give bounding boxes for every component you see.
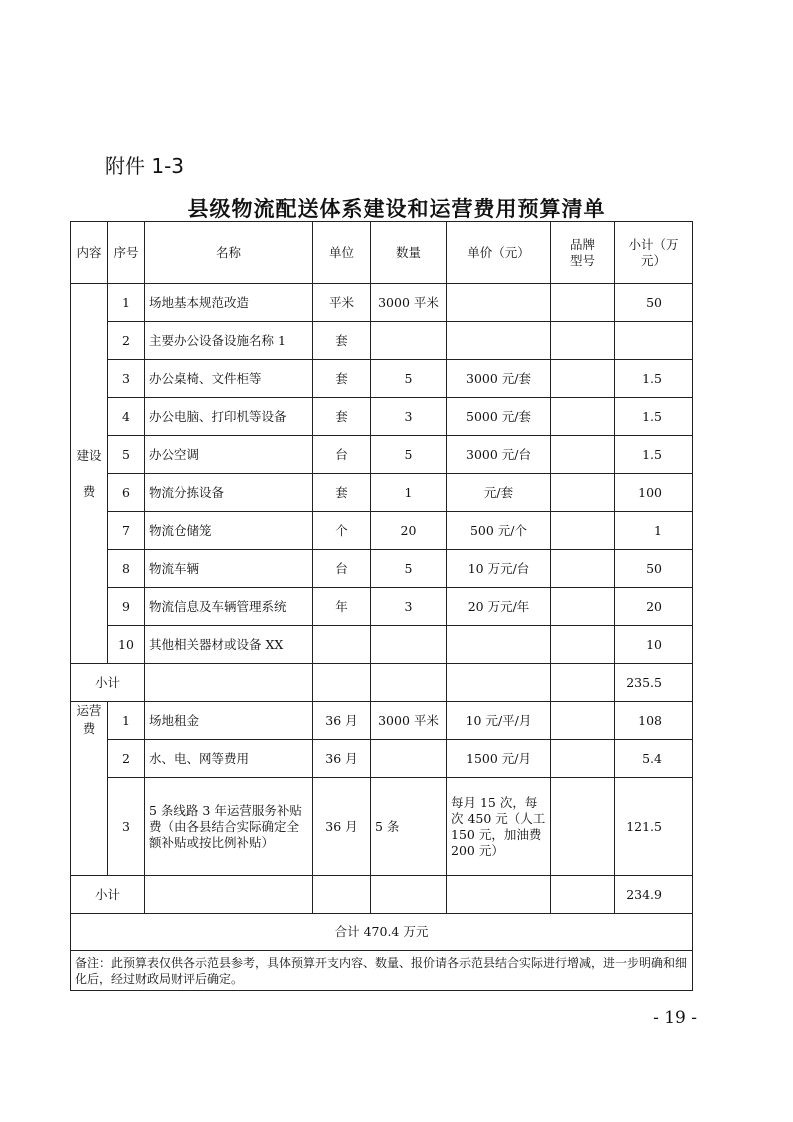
row-unit: 套 bbox=[313, 398, 371, 436]
row-brand bbox=[551, 740, 615, 778]
empty-cell bbox=[145, 876, 313, 914]
row-no: 4 bbox=[108, 398, 145, 436]
row-qty: 3000 平米 bbox=[371, 284, 447, 322]
note-row bbox=[71, 951, 693, 991]
row-name: 物流信息及车辆管理系统 bbox=[145, 588, 313, 626]
row-name: 水、电、网等费用 bbox=[145, 740, 313, 778]
row-brand bbox=[551, 778, 615, 876]
empty-cell bbox=[551, 876, 615, 914]
note-cell: 备注：此预算表仅供各示范县参考，具体预算开支内容、数量、报价请各示范县结合实际进行增减，进一步明确和细化后，经过财政局财评后确定。 bbox=[71, 951, 693, 991]
row-brand bbox=[551, 322, 615, 360]
row-no: 3 bbox=[108, 360, 145, 398]
budget-table bbox=[70, 221, 693, 991]
row-brand bbox=[551, 550, 615, 588]
row-no: 3 bbox=[108, 778, 145, 876]
row-name: 场地租金 bbox=[145, 702, 313, 740]
row-subtotal: 100 bbox=[615, 474, 693, 512]
row-price: 3000 元/套 bbox=[447, 360, 551, 398]
row-unit bbox=[313, 626, 371, 664]
row-unit: 36 月 bbox=[313, 778, 371, 876]
row-unit: 年 bbox=[313, 588, 371, 626]
empty-cell bbox=[313, 664, 371, 702]
row-qty bbox=[371, 322, 447, 360]
row-name: 5 条线路 3 年运营服务补贴费（由各县结合实际确定全额补贴或按比例补贴） bbox=[145, 778, 313, 876]
row-subtotal: 50 bbox=[615, 284, 693, 322]
page-number: - 19 - bbox=[653, 1008, 697, 1028]
operation-subtotal-label: 小计 bbox=[71, 876, 145, 914]
header-brand: 品牌型号 bbox=[551, 222, 615, 284]
row-no: 2 bbox=[108, 322, 145, 360]
row-price: 3000 元/台 bbox=[447, 436, 551, 474]
row-name: 主要办公设备设施名称 1 bbox=[145, 322, 313, 360]
row-qty: 3 bbox=[371, 588, 447, 626]
row-qty: 3 bbox=[371, 398, 447, 436]
row-no: 6 bbox=[108, 474, 145, 512]
empty-cell bbox=[551, 664, 615, 702]
row-price: 500 元/个 bbox=[447, 512, 551, 550]
row-unit: 个 bbox=[313, 512, 371, 550]
row-price: 5000 元/套 bbox=[447, 398, 551, 436]
header-subtotal: 小计（万元） bbox=[615, 222, 693, 284]
row-subtotal: 5.4 bbox=[615, 740, 693, 778]
row-no: 10 bbox=[108, 626, 145, 664]
row-no: 1 bbox=[108, 284, 145, 322]
row-no: 1 bbox=[108, 702, 145, 740]
row-brand bbox=[551, 588, 615, 626]
row-name: 其他相关器材或设备 XX bbox=[145, 626, 313, 664]
operation-subtotal-value: 234.9 bbox=[615, 876, 693, 914]
row-name: 办公电脑、打印机等设备 bbox=[145, 398, 313, 436]
total-row bbox=[71, 914, 693, 951]
row-qty: 5 条 bbox=[371, 778, 447, 876]
row-no: 7 bbox=[108, 512, 145, 550]
row-no: 8 bbox=[108, 550, 145, 588]
row-no: 9 bbox=[108, 588, 145, 626]
table-row bbox=[71, 436, 693, 474]
empty-cell bbox=[447, 664, 551, 702]
row-qty: 20 bbox=[371, 512, 447, 550]
row-qty bbox=[371, 740, 447, 778]
row-qty: 1 bbox=[371, 474, 447, 512]
row-price: 10 万元/台 bbox=[447, 550, 551, 588]
row-unit: 套 bbox=[313, 322, 371, 360]
operation-subtotal-row bbox=[71, 876, 693, 914]
row-qty: 5 bbox=[371, 360, 447, 398]
table-row bbox=[71, 512, 693, 550]
attachment-label: 附件 1-3 bbox=[105, 154, 185, 178]
row-brand bbox=[551, 284, 615, 322]
row-subtotal: 50 bbox=[615, 550, 693, 588]
row-price: 元/套 bbox=[447, 474, 551, 512]
empty-cell bbox=[313, 876, 371, 914]
row-brand bbox=[551, 626, 615, 664]
row-no: 2 bbox=[108, 740, 145, 778]
row-brand bbox=[551, 512, 615, 550]
table-row bbox=[71, 778, 693, 876]
row-unit: 套 bbox=[313, 360, 371, 398]
row-name: 物流分拣设备 bbox=[145, 474, 313, 512]
row-name: 物流车辆 bbox=[145, 550, 313, 588]
row-subtotal: 1.5 bbox=[615, 398, 693, 436]
header-price: 单价（元） bbox=[447, 222, 551, 284]
construction-subtotal-row bbox=[71, 664, 693, 702]
row-qty: 3000 平米 bbox=[371, 702, 447, 740]
row-subtotal: 1.5 bbox=[615, 360, 693, 398]
row-price: 20 万元/年 bbox=[447, 588, 551, 626]
table-row bbox=[71, 550, 693, 588]
row-brand bbox=[551, 474, 615, 512]
header-qty: 数量 bbox=[371, 222, 447, 284]
table-row bbox=[71, 740, 693, 778]
empty-cell bbox=[371, 664, 447, 702]
total-cell: 合计 470.4 万元 bbox=[71, 914, 693, 951]
row-price bbox=[447, 284, 551, 322]
row-qty bbox=[371, 626, 447, 664]
row-brand bbox=[551, 436, 615, 474]
table-row bbox=[71, 360, 693, 398]
operation-section-label: 运营费 bbox=[71, 702, 108, 876]
row-unit: 台 bbox=[313, 436, 371, 474]
row-price bbox=[447, 626, 551, 664]
header-no: 序号 bbox=[108, 222, 145, 284]
table-row bbox=[71, 284, 693, 322]
table-row bbox=[71, 474, 693, 512]
table-row bbox=[71, 702, 693, 740]
construction-subtotal-value: 235.5 bbox=[615, 664, 693, 702]
row-name: 办公空调 bbox=[145, 436, 313, 474]
row-unit: 36 月 bbox=[313, 740, 371, 778]
row-qty: 5 bbox=[371, 550, 447, 588]
row-name: 物流仓储笼 bbox=[145, 512, 313, 550]
row-price bbox=[447, 322, 551, 360]
header-section: 内容 bbox=[71, 222, 108, 284]
row-name: 办公桌椅、文件柜等 bbox=[145, 360, 313, 398]
table-row bbox=[71, 322, 693, 360]
row-unit: 36 月 bbox=[313, 702, 371, 740]
empty-cell bbox=[371, 876, 447, 914]
row-price: 1500 元/月 bbox=[447, 740, 551, 778]
row-subtotal: 108 bbox=[615, 702, 693, 740]
construction-section-label: 建设费 bbox=[71, 284, 108, 664]
table-row bbox=[71, 398, 693, 436]
row-no: 5 bbox=[108, 436, 145, 474]
row-brand bbox=[551, 398, 615, 436]
row-subtotal: 10 bbox=[615, 626, 693, 664]
row-subtotal: 121.5 bbox=[615, 778, 693, 876]
construction-subtotal-label: 小计 bbox=[71, 664, 145, 702]
row-subtotal: 20 bbox=[615, 588, 693, 626]
header-row bbox=[71, 222, 693, 284]
empty-cell bbox=[145, 664, 313, 702]
table-row bbox=[71, 588, 693, 626]
row-price: 10 元/平/月 bbox=[447, 702, 551, 740]
row-unit: 套 bbox=[313, 474, 371, 512]
empty-cell bbox=[447, 876, 551, 914]
row-qty: 5 bbox=[371, 436, 447, 474]
header-name: 名称 bbox=[145, 222, 313, 284]
row-unit: 平米 bbox=[313, 284, 371, 322]
page-title: 县级物流配送体系建设和运营费用预算清单 bbox=[187, 197, 606, 221]
row-brand bbox=[551, 360, 615, 398]
row-price: 每月 15 次，每次 450 元（人工 150 元，加油费 200 元） bbox=[447, 778, 551, 876]
row-unit: 台 bbox=[313, 550, 371, 588]
row-subtotal: 1 bbox=[615, 512, 693, 550]
row-brand bbox=[551, 702, 615, 740]
row-name: 场地基本规范改造 bbox=[145, 284, 313, 322]
header-unit: 单位 bbox=[313, 222, 371, 284]
table-row bbox=[71, 626, 693, 664]
row-subtotal: 1.5 bbox=[615, 436, 693, 474]
row-subtotal bbox=[615, 322, 693, 360]
